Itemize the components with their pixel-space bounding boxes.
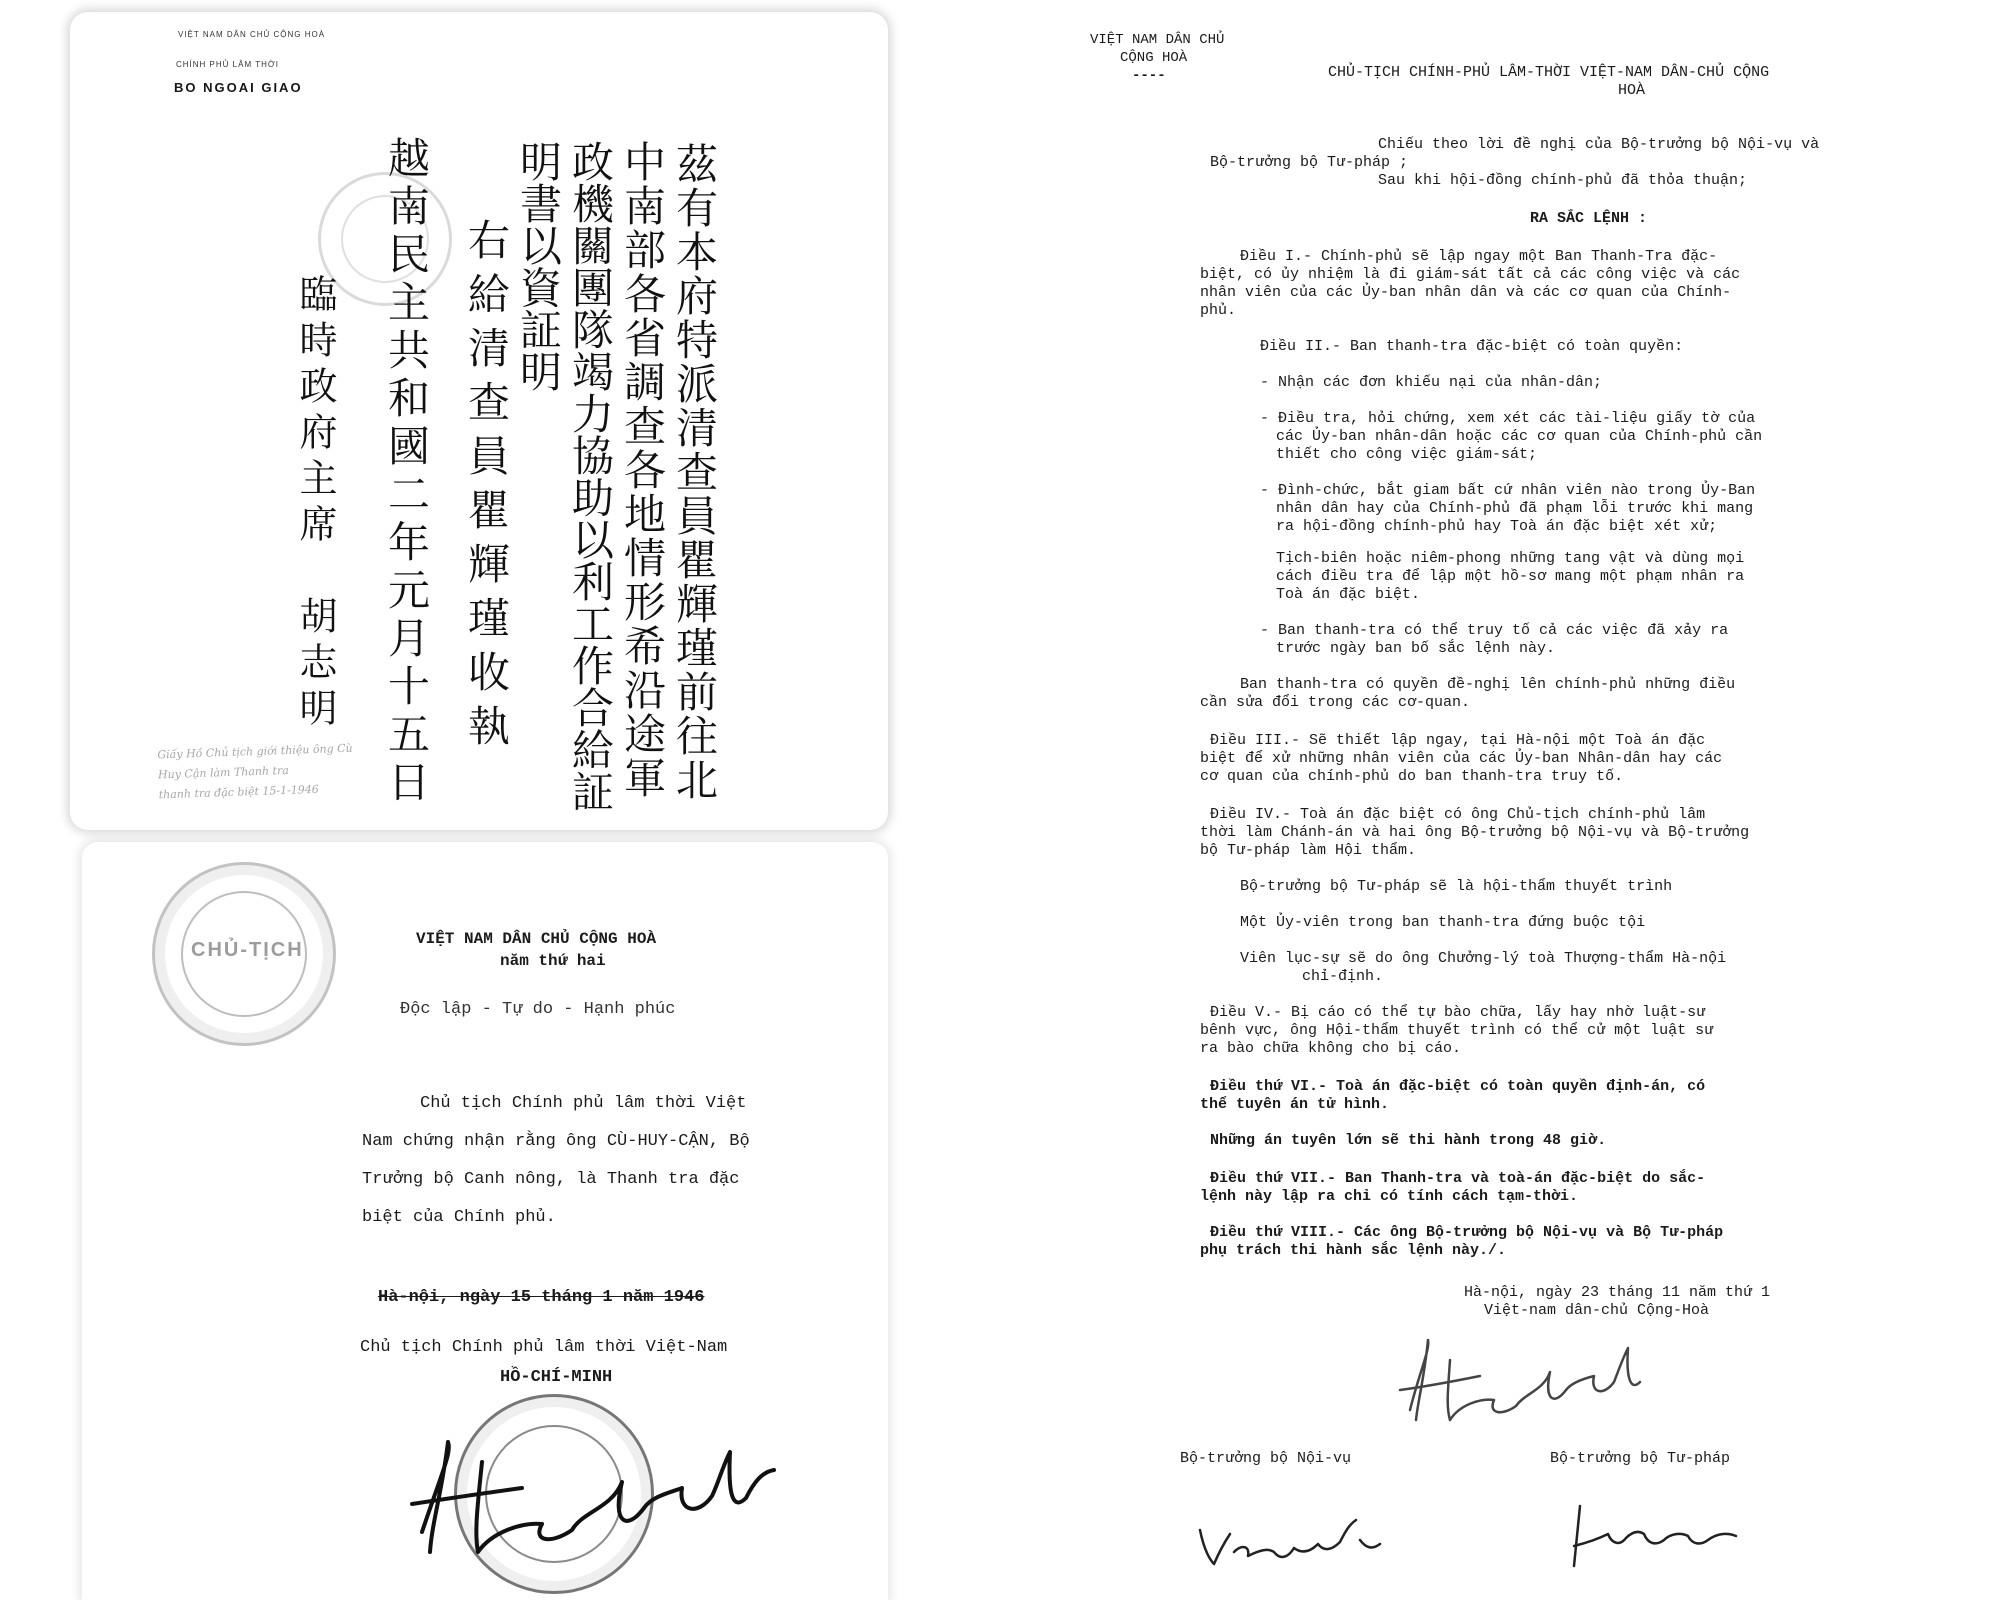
calligraphy-column-signer: 臨時政府主席 胡志明 (293, 274, 337, 734)
decree-line-18: cách điều tra để lập một hồ-sơ mang một phạm nhân ra (1276, 568, 1745, 585)
decree-line-14: - Đình-chức, bắt giam bất cứ nhân viên nào trong Ủy-Ban (1260, 482, 1756, 499)
decree-line-7: nhân viên của các Ủy-ban nhân dân và các cơ quan của Chính- (1200, 284, 1732, 301)
president-signature (1390, 1320, 1690, 1430)
decree-header-left-2: CỘNG HOÀ (1120, 50, 1188, 66)
decree-title-2: HOÀ (1618, 82, 1646, 99)
vo-nguyen-giap-signature (1190, 1490, 1390, 1590)
decree-line-9: Điều II.- Ban thanh-tra đặc-biệt có toàn quyền: (1260, 338, 1684, 355)
decree-line-10: - Nhận các đơn khiếu nại của nhân-dân; (1260, 374, 1603, 391)
chinese-letter-panel (70, 12, 888, 830)
decree-line-12: các Ủy-ban nhân-dân hoặc các cơ quan của Chính-phủ cần (1276, 428, 1763, 445)
decree-line-1: Chiếu theo lời đề nghị của Bộ-trưởng bộ Nội-vụ và (1378, 136, 1820, 153)
decree-line-8: phủ. (1200, 302, 1237, 319)
decree-line-40: Điều thứ VII.- Ban Thanh-tra và toà-án đặc-biệt do sắc- (1210, 1170, 1706, 1187)
vu-dinh-hoe-signature (1560, 1486, 1760, 1576)
certificate-body-line-3: Trưởng bộ Canh nông, là Thanh tra đặc (362, 1170, 740, 1189)
decree-line-44: Hà-nội, ngày 23 tháng 11 năm thứ 1 (1464, 1284, 1771, 1301)
decree-line-38: thể tuyên án tử hình. (1200, 1096, 1390, 1113)
decree-line-37: Điều thứ VI.- Toà án đặc-biệt có toàn quyền định-án, có (1210, 1078, 1706, 1095)
decree-line-36: ra bào chữa không cho bị cáo. (1200, 1040, 1462, 1057)
calligraphy-column-date: 越南民主共和國二年元月十五日 (382, 136, 431, 808)
pencil-annotation (157, 739, 354, 806)
decree-line-28: thời làm Chánh-án và hai ông Bộ-trưởng bộ Nội-vụ và Bộ-trưởng (1200, 824, 1750, 841)
minister-justice-label: Bộ-trưởng bộ Tư-pháp (1550, 1450, 1731, 1467)
decree-title-1: CHỦ-TỊCH CHÍNH-PHỦ LÂM-THỜI VIỆT-NAM DÂN-CHỦ CỘNG (1328, 64, 1770, 81)
decree-line-29: bộ Tư-pháp làm Hội thẩm. (1200, 842, 1417, 859)
decree-line-39: Những án tuyên lớn sẽ thi hành trong 48 giờ. (1210, 1132, 1607, 1149)
certificate-panel (82, 842, 888, 1600)
decree-line-19: Toà án đặc biệt. (1276, 586, 1421, 603)
decree-line-34: Điều V.- Bị cáo có thể tự bào chữa, lấy hay nhờ luật-sư (1210, 1004, 1706, 1021)
decree-line-23: cần sửa đổi trong các cơ-quan. (1200, 694, 1471, 711)
decree-line-13: thiết cho công việc giám-sát; (1276, 446, 1538, 463)
certificate-signer-name: HỒ-CHÍ-MINH (500, 1368, 613, 1387)
decree-line-4: RA SẮC LỆNH : (1530, 210, 1648, 227)
round-stamp-icon (152, 862, 336, 1046)
decree-line-43: phụ trách thi hành sắc lệnh này./. (1200, 1242, 1507, 1259)
letterhead-line-2: CHÍNH PHỦ LÂM THỜI (176, 60, 279, 69)
decree-line-42: Điều thứ VIII.- Các ông Bộ-trưởng bộ Nội-vụ và Bộ Tư-pháp (1210, 1224, 1724, 1241)
certificate-body-line-1: Chủ tịch Chính phủ lâm thời Việt (420, 1094, 747, 1113)
decree-header-left-3: ---- (1132, 68, 1166, 84)
certificate-date: Hà-nội, ngày 15 tháng 1 năm 1946 (378, 1288, 705, 1307)
certificate-body-line-2: Nam chứng nhận rằng ông CÙ-HUY-CẬN, Bộ (362, 1132, 750, 1151)
calligraphy-column-4: 明書以資証明 (514, 140, 563, 392)
calligraphy-column-5: 右給清查員瞿輝瑾收執 (462, 218, 511, 758)
decree-line-16: ra hội-đồng chính-phủ hay Toà án đặc biệt xét xử; (1276, 518, 1718, 535)
certificate-signer-title: Chủ tịch Chính phủ lâm thời Việt-Nam (360, 1338, 728, 1357)
certificate-motto: Độc lập - Tự do - Hạnh phúc (400, 1000, 676, 1019)
decree-line-41: lệnh này lập ra chỉ có tính cách tạm-thời. (1200, 1188, 1579, 1205)
decree-line-11: - Điều tra, hỏi chứng, xem xét các tài-liệu giấy tờ của (1260, 410, 1756, 427)
decree-line-17: Tịch-biên hoặc niêm-phong những tang vật và dùng mọi (1276, 550, 1745, 567)
decree-line-15: nhân dân hay của Chính-phủ đã phạm lỗi trước khi mang (1276, 500, 1754, 517)
certificate-body-line-4: biệt của Chính phủ. (362, 1208, 556, 1227)
decree-line-25: biệt để xử những nhân viên của các Ủy-ban Nhân-dân hay các (1200, 750, 1723, 767)
pencil-annotation-line-3: thanh tra đặc biệt 15-1-1946 (158, 782, 320, 802)
decree-line-6: biệt, có ủy nhiệm là đi giám-sát tất cả các công việc và các (1200, 266, 1741, 283)
decree-panel (1090, 20, 1940, 1590)
stamp-label: CHỦ-TỊCH (191, 939, 304, 961)
decree-line-30: Bộ-trưởng bộ Tư-pháp sẽ là hội-thẩm thuyết trình (1240, 878, 1673, 895)
certificate-header: VIỆT NAM DÂN CHỦ CỘNG HOÀ (416, 930, 657, 948)
ho-chi-minh-signature (382, 1412, 822, 1572)
calligraphy-column-1: 茲有本府特派清查員瞿輝瑾前往北 (670, 142, 719, 802)
decree-line-45: Việt-nam dân-chủ Cộng-Hoà (1484, 1302, 1710, 1319)
letterhead-line-1: VIỆT NAM DÂN CHỦ CỘNG HOÀ (178, 30, 326, 39)
decree-line-31: Một Ủy-viên trong ban thanh-tra đứng buộc tội (1240, 914, 1646, 931)
decree-line-26: cơ quan của chính-phủ do ban thanh-tra truy tố. (1200, 768, 1624, 785)
decree-line-20: - Ban thanh-tra có thể truy tố cả các việc đã xảy ra (1260, 622, 1729, 639)
decree-line-35: bênh vực, ông Hội-thẩm thuyết trình có thể cử một luật sư (1200, 1022, 1714, 1039)
decree-line-5: Điều I.- Chính-phủ sẽ lập ngay một Ban Thanh-Tra đặc- (1240, 248, 1718, 265)
decree-line-27: Điều IV.- Toà án đặc biệt có ông Chủ-tịch chính-phủ lâm (1210, 806, 1706, 823)
letterhead-ministry: BO NGOAI GIAO (174, 80, 303, 95)
decree-line-2: Bộ-trưởng bộ Tư-pháp ; (1210, 154, 1409, 171)
calligraphy-column-3: 政機關團隊竭力協助以利工作合給証 (566, 140, 615, 812)
decree-line-32: Viên lục-sự sẽ do ông Chưởng-lý toà Thượng-thẩm Hà-nội (1240, 950, 1727, 967)
decree-header-left-1: VIỆT NAM DÂN CHỦ (1090, 32, 1225, 48)
decree-line-21: trước ngày ban bố sắc lệnh này. (1276, 640, 1556, 657)
decree-line-33: chỉ-định. (1302, 968, 1384, 985)
certificate-subheader: năm thứ hai (500, 952, 606, 970)
decree-line-22: Ban thanh-tra có quyền đề-nghị lên chính-phủ những điều (1240, 676, 1736, 693)
calligraphy-column-2: 中南部各省調查各地情形希沿途軍 (618, 140, 667, 800)
pencil-annotation-line-2: Huy Cận làm Thanh tra (157, 763, 290, 782)
decree-line-3: Sau khi hội-đồng chính-phủ đã thỏa thuận; (1378, 172, 1748, 189)
minister-interior-label: Bộ-trưởng bộ Nội-vụ (1180, 1450, 1352, 1467)
decree-line-24: Điều III.- Sẽ thiết lập ngay, tại Hà-nội một Toà án đặc (1210, 732, 1706, 749)
pencil-annotation-line-1: Giấy Hồ Chủ tịch giới thiệu ông Cù (157, 741, 353, 762)
